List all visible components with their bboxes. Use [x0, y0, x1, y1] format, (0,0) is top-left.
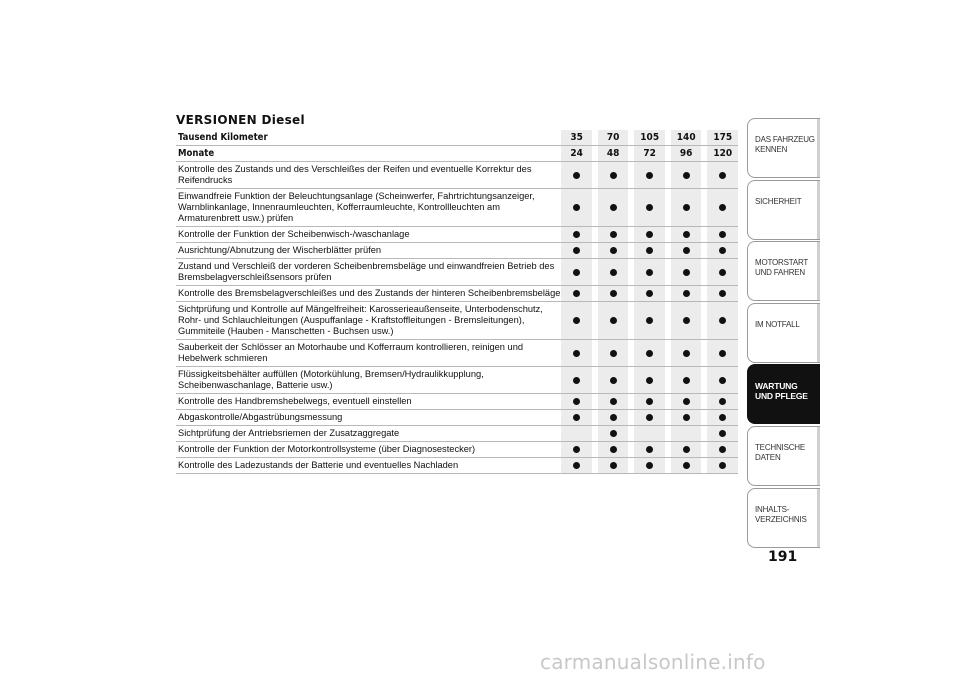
interval-cell — [561, 367, 591, 394]
table-row — [176, 458, 738, 474]
month-value: 48 — [598, 146, 628, 162]
interval-cell — [598, 458, 628, 474]
interval-cell — [634, 340, 664, 367]
check-dot-icon — [719, 231, 726, 238]
check-dot-icon — [573, 247, 580, 254]
interval-cell — [707, 458, 738, 474]
interval-cell — [561, 189, 591, 227]
table-row — [176, 340, 738, 367]
check-dot-icon — [573, 462, 580, 469]
check-dot-icon — [683, 247, 690, 254]
table-row — [176, 243, 738, 259]
table-row — [176, 426, 738, 442]
check-dot-icon — [573, 204, 580, 211]
check-dot-icon — [719, 172, 726, 179]
row-description: Kontrolle des Ladezustands der Batterie und eventuelles Nachladen — [176, 458, 561, 474]
check-dot-icon — [610, 317, 617, 324]
interval-cell — [634, 394, 664, 410]
chapter-tabs — [747, 118, 820, 549]
interval-cell — [598, 340, 628, 367]
check-dot-icon — [719, 247, 726, 254]
interval-cell — [561, 286, 591, 302]
interval-cell — [634, 302, 664, 340]
check-dot-icon — [573, 172, 580, 179]
chapter-tab[interactable] — [747, 488, 820, 548]
chapter-tab-label: DAS FAHRZEUG KENNEN — [755, 135, 815, 154]
interval-cell — [634, 243, 664, 259]
check-dot-icon — [610, 414, 617, 421]
chapter-tab[interactable] — [747, 241, 820, 301]
chapter-tab-label: IM NOTFALL — [755, 319, 800, 329]
month-value: 72 — [634, 146, 664, 162]
interval-cell — [707, 340, 738, 367]
row-description: Zustand und Verschleiß der vorderen Scheibenbremsbeläge und einwandfreien Betrieb des Bremsbelagverschleißsensors prüfen — [176, 259, 561, 286]
interval-cell — [634, 227, 664, 243]
check-dot-icon — [610, 231, 617, 238]
interval-cell — [634, 410, 664, 426]
months-header-label: Monate — [176, 146, 561, 162]
interval-cell — [707, 410, 738, 426]
check-dot-icon — [719, 377, 726, 384]
check-dot-icon — [610, 269, 617, 276]
interval-cell — [671, 340, 701, 367]
check-dot-icon — [573, 350, 580, 357]
km-value: 35 — [561, 130, 591, 146]
check-dot-icon — [610, 462, 617, 469]
interval-cell — [634, 189, 664, 227]
check-dot-icon — [610, 290, 617, 297]
interval-cell — [561, 227, 591, 243]
interval-cell — [598, 259, 628, 286]
interval-cell — [561, 259, 591, 286]
check-dot-icon — [646, 247, 653, 254]
interval-cell — [561, 410, 591, 426]
check-dot-icon — [573, 317, 580, 324]
km-value: 70 — [598, 130, 628, 146]
interval-cell — [671, 243, 701, 259]
table-row — [176, 227, 738, 243]
interval-cell — [671, 367, 701, 394]
row-description: Abgaskontrolle/Abgastrübungsmessung — [176, 410, 561, 426]
row-description: Kontrolle des Zustands und des Verschleißes der Reifen und eventuelle Korrektur des Reifendrucks — [176, 162, 561, 189]
table-row — [176, 302, 738, 340]
check-dot-icon — [683, 377, 690, 384]
check-dot-icon — [719, 430, 726, 437]
check-dot-icon — [646, 231, 653, 238]
months-header-row — [176, 146, 738, 162]
check-dot-icon — [683, 414, 690, 421]
check-dot-icon — [719, 398, 726, 405]
km-header-row — [176, 130, 738, 146]
row-description: Flüssigkeitsbehälter auffüllen (Motorkühlung, Bremsen/Hydraulikkupplung, Scheibenwaschanlage, Batterie usw.) — [176, 367, 561, 394]
chapter-tab-label: TECHNISCHE DATEN — [755, 442, 806, 462]
interval-cell — [634, 286, 664, 302]
check-dot-icon — [683, 172, 690, 179]
interval-cell — [707, 189, 738, 227]
check-dot-icon — [646, 350, 653, 357]
interval-cell — [598, 442, 628, 458]
chapter-tab-label: MOTORSTART UND FAHREN — [755, 258, 808, 278]
table-row — [176, 286, 738, 302]
interval-cell — [561, 442, 591, 458]
check-dot-icon — [719, 204, 726, 211]
row-description: Ausrichtung/Abnutzung der Wischerblätter prüfen — [176, 243, 561, 259]
chapter-tab-label: SICHERHEIT — [755, 196, 802, 206]
check-dot-icon — [610, 430, 617, 437]
interval-cell — [671, 302, 701, 340]
row-description: Sauberkeit der Schlösser an Motorhaube und Kofferraum kontrollieren, reinigen und Hebelwerk schmieren — [176, 340, 561, 367]
interval-cell — [598, 189, 628, 227]
page-number: 191 — [768, 549, 798, 565]
row-description: Sichtprüfung der Antriebsriemen der Zusatzaggregate — [176, 426, 561, 442]
check-dot-icon — [573, 377, 580, 384]
check-dot-icon — [573, 290, 580, 297]
interval-cell — [707, 259, 738, 286]
km-value: 140 — [671, 130, 701, 146]
check-dot-icon — [610, 398, 617, 405]
interval-cell — [707, 394, 738, 410]
interval-cell — [561, 302, 591, 340]
check-dot-icon — [646, 269, 653, 276]
interval-cell — [598, 410, 628, 426]
table-row — [176, 259, 738, 286]
check-dot-icon — [719, 414, 726, 421]
interval-cell — [707, 442, 738, 458]
interval-cell — [634, 442, 664, 458]
check-dot-icon — [683, 446, 690, 453]
check-dot-icon — [646, 398, 653, 405]
interval-cell — [598, 243, 628, 259]
check-dot-icon — [646, 414, 653, 421]
interval-cell — [598, 367, 628, 394]
interval-cell — [561, 426, 591, 442]
interval-cell — [671, 394, 701, 410]
interval-cell — [561, 162, 591, 189]
interval-cell — [598, 426, 628, 442]
row-description: Sichtprüfung und Kontrolle auf Mängelfreiheit: Karosserieaußenseite, Unterbodenschutz, Rohr- und Schlauchleitungen (Auspuffanlage - Kraftstoffleitungen - Bremsleitungen), Gummiteile (Hauben - Manschetten - Buchsen usw.) — [176, 302, 561, 340]
check-dot-icon — [610, 247, 617, 254]
interval-cell — [634, 367, 664, 394]
interval-cell — [671, 442, 701, 458]
interval-cell — [707, 243, 738, 259]
month-value: 120 — [707, 146, 738, 162]
chapter-tab[interactable] — [747, 303, 820, 363]
interval-cell — [671, 227, 701, 243]
month-value: 96 — [671, 146, 701, 162]
check-dot-icon — [719, 462, 726, 469]
row-description: Kontrolle des Handbremshebelwegs, eventuell einstellen — [176, 394, 561, 410]
km-value: 175 — [707, 130, 738, 146]
interval-cell — [707, 367, 738, 394]
interval-cell — [671, 426, 701, 442]
check-dot-icon — [610, 172, 617, 179]
check-dot-icon — [683, 231, 690, 238]
table-row — [176, 367, 738, 394]
km-value: 105 — [634, 130, 664, 146]
check-dot-icon — [646, 462, 653, 469]
check-dot-icon — [683, 398, 690, 405]
check-dot-icon — [610, 377, 617, 384]
chapter-tab[interactable] — [747, 364, 820, 424]
check-dot-icon — [683, 462, 690, 469]
check-dot-icon — [573, 231, 580, 238]
check-dot-icon — [573, 398, 580, 405]
interval-cell — [671, 286, 701, 302]
watermark: carmanualsonline.info — [540, 650, 766, 674]
interval-cell — [671, 189, 701, 227]
interval-cell — [707, 286, 738, 302]
interval-cell — [634, 458, 664, 474]
maintenance-table — [176, 130, 738, 474]
table-row — [176, 410, 738, 426]
interval-cell — [561, 458, 591, 474]
interval-cell — [598, 227, 628, 243]
interval-cell — [598, 162, 628, 189]
row-description: Kontrolle des Bremsbelagverschleißes und des Zustands der hinteren Scheibenbremsbeläge — [176, 286, 561, 302]
chapter-tab-label: WARTUNG UND PFLEGE — [755, 381, 808, 402]
check-dot-icon — [646, 317, 653, 324]
check-dot-icon — [610, 204, 617, 211]
check-dot-icon — [646, 290, 653, 297]
check-dot-icon — [646, 172, 653, 179]
section-title: VERSIONEN Diesel — [176, 113, 305, 127]
check-dot-icon — [610, 350, 617, 357]
check-dot-icon — [646, 377, 653, 384]
interval-cell — [561, 394, 591, 410]
interval-cell — [598, 394, 628, 410]
month-value: 24 — [561, 146, 591, 162]
interval-cell — [671, 259, 701, 286]
chapter-tab[interactable] — [747, 426, 820, 486]
interval-cell — [671, 410, 701, 426]
interval-cell — [561, 243, 591, 259]
row-description: Kontrolle der Funktion der Motorkontrollsysteme (über Diagnosestecker) — [176, 442, 561, 458]
table-row — [176, 162, 738, 189]
interval-cell — [634, 162, 664, 189]
check-dot-icon — [683, 350, 690, 357]
interval-cell — [707, 227, 738, 243]
check-dot-icon — [646, 446, 653, 453]
check-dot-icon — [573, 414, 580, 421]
check-dot-icon — [683, 204, 690, 211]
table-row — [176, 442, 738, 458]
table-row — [176, 189, 738, 227]
interval-cell — [634, 426, 664, 442]
interval-cell — [671, 458, 701, 474]
interval-cell — [707, 302, 738, 340]
chapter-tab-label: INHALTS-VERZEICHNIS — [755, 504, 807, 524]
check-dot-icon — [573, 446, 580, 453]
check-dot-icon — [719, 317, 726, 324]
check-dot-icon — [646, 204, 653, 211]
interval-cell — [634, 259, 664, 286]
interval-cell — [561, 340, 591, 367]
check-dot-icon — [573, 269, 580, 276]
check-dot-icon — [683, 269, 690, 276]
interval-cell — [671, 162, 701, 189]
check-dot-icon — [683, 317, 690, 324]
check-dot-icon — [610, 446, 617, 453]
check-dot-icon — [719, 269, 726, 276]
check-dot-icon — [719, 290, 726, 297]
table-row — [176, 394, 738, 410]
row-description: Kontrolle der Funktion der Scheibenwisch-/waschanlage — [176, 227, 561, 243]
chapter-tab[interactable] — [747, 118, 820, 178]
interval-cell — [598, 302, 628, 340]
chapter-tab[interactable] — [747, 180, 820, 240]
check-dot-icon — [719, 350, 726, 357]
km-header-label: Tausend Kilometer — [176, 130, 561, 146]
interval-cell — [707, 162, 738, 189]
check-dot-icon — [683, 290, 690, 297]
check-dot-icon — [719, 446, 726, 453]
row-description: Einwandfreie Funktion der Beleuchtungsanlage (Scheinwerfer, Fahrtrichtungsanzeiger, Warnblinkanlage, Innenraumleuchten, Kofferraumleuchte, Kontrollleuchten am Armaturenbrett usw.) prüfen — [176, 189, 561, 227]
interval-cell — [707, 426, 738, 442]
interval-cell — [598, 286, 628, 302]
